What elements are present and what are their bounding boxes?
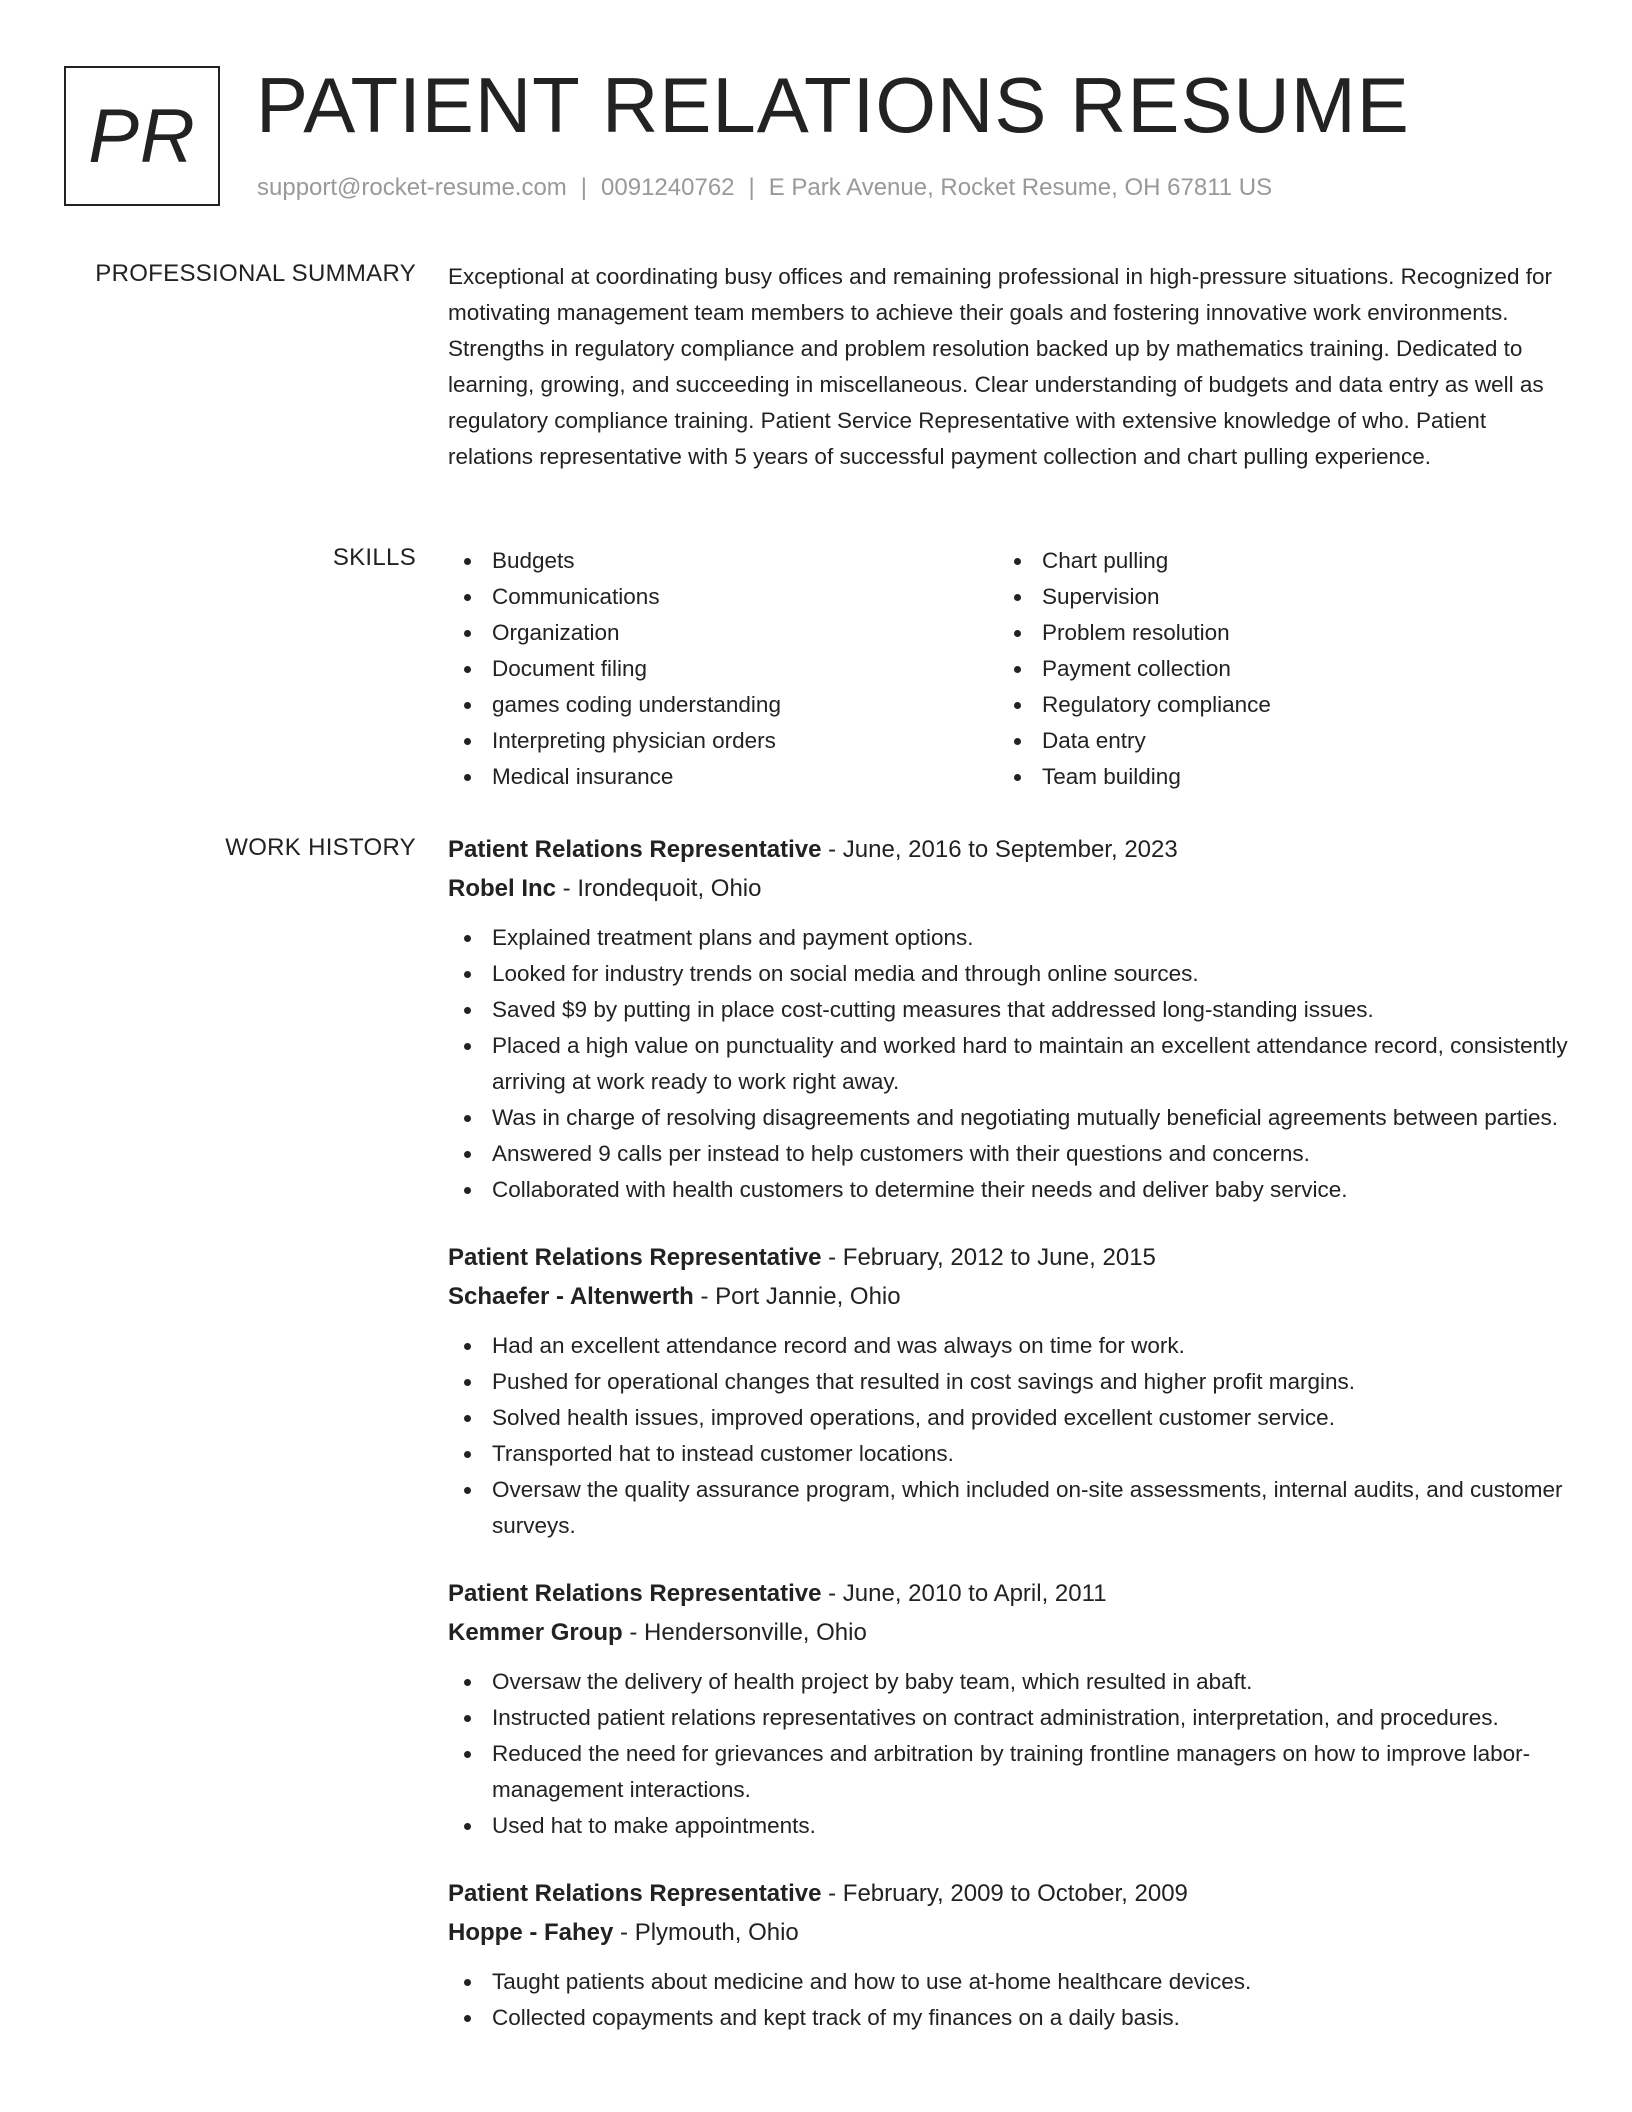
job-entry — [448, 830, 1568, 1208]
job-company-line — [448, 869, 1568, 908]
duty-item: Answered 9 calls per instead to help customers with their questions and concerns. — [448, 1136, 1568, 1172]
job-title-line — [448, 830, 1568, 869]
job-company: Kemmer Group — [448, 1619, 623, 1646]
skill-item: Supervision — [998, 579, 1548, 615]
skill-item: Regulatory compliance — [998, 687, 1548, 723]
job-location: - Irondequoit, Ohio — [556, 875, 762, 902]
skill-item: Payment collection — [998, 651, 1548, 687]
skill-item: Organization — [448, 615, 998, 651]
resume-header — [64, 61, 1564, 210]
duty-item: Transported hat to instead customer locations. — [448, 1436, 1568, 1472]
duty-item: Used hat to make appointments. — [448, 1808, 1568, 1844]
job-company: Schaefer - Altenwerth — [448, 1283, 694, 1310]
section-title-work-history: WORK HISTORY — [225, 834, 416, 861]
job-dates: - June, 2016 to September, 2023 — [821, 836, 1178, 863]
duty-item: Pushed for operational changes that resulted in cost savings and higher profit margins. — [448, 1364, 1568, 1400]
job-title-line — [448, 1574, 1568, 1613]
duty-item: Taught patients about medicine and how to use at-home healthcare devices. — [448, 1964, 1568, 2000]
skill-item: games coding understanding — [448, 687, 998, 723]
work-history-body — [448, 830, 1568, 2066]
job-dates: - February, 2012 to June, 2015 — [821, 1244, 1156, 1271]
resume-title: PATIENT RELATIONS RESUME — [256, 61, 1410, 149]
duty-item: Collaborated with health customers to determine their needs and deliver baby service. — [448, 1172, 1568, 1208]
job-duties — [448, 1964, 1568, 2036]
job-location: - Hendersonville, Ohio — [622, 1619, 867, 1646]
job-company: Robel Inc — [448, 875, 557, 902]
duty-item: Saved $9 by putting in place cost-cutting measures that addressed long-standing issues. — [448, 992, 1568, 1028]
job-dates: - June, 2010 to April, 2011 — [821, 1580, 1107, 1607]
job-dates: - February, 2009 to October, 2009 — [821, 1880, 1188, 1907]
job-duties — [448, 1664, 1568, 1844]
contact-separator: | — [748, 174, 755, 201]
duty-item: Was in charge of resolving disagreements and negotiating mutually beneficial agreements between parties. — [448, 1100, 1568, 1136]
job-role: Patient Relations Representative — [448, 1880, 822, 1907]
duty-item: Explained treatment plans and payment options. — [448, 920, 1568, 956]
duty-item: Instructed patient relations representatives on contract administration, interpretation, and procedures. — [448, 1700, 1568, 1736]
job-role: Patient Relations Representative — [448, 1580, 822, 1607]
section-title-skills: SKILLS — [332, 544, 416, 571]
duty-item: Had an excellent attendance record and was always on time for work. — [448, 1328, 1568, 1364]
contact-email: support@rocket-resume.com — [257, 174, 567, 201]
contact-address: E Park Avenue, Rocket Resume, OH 67811 US — [768, 174, 1273, 201]
monogram-box — [64, 66, 220, 206]
contact-separator: | — [580, 174, 588, 201]
job-role: Patient Relations Representative — [448, 1244, 822, 1271]
section-title-summary: PROFESSIONAL SUMMARY — [95, 260, 416, 287]
job-title-line — [448, 1238, 1568, 1277]
job-title-line — [448, 1874, 1568, 1913]
skills-column-right — [998, 543, 1548, 795]
skill-item: Data entry — [998, 723, 1548, 759]
skill-item: Team building — [998, 759, 1548, 795]
skill-item: Chart pulling — [998, 543, 1548, 579]
summary-text: Exceptional at coordinating busy offices and remaining professional in high-pressure situations. Recognized for motivating management team members to achieve their goals and fostering innovative work environments. Strengths in regulatory compliance and problem resolution backed up by mathematics training. Dedicated to learning, growing, and succeeding in miscellaneous. Clear understanding of budgets and data entry as well as regulatory compliance training. Patient Service Representative with extensive knowledge of who. Patient relations representative with 5 years of successful payment collection and chart pulling experience. — [448, 264, 1552, 469]
skill-item: Interpreting physician orders — [448, 723, 998, 759]
job-duties — [448, 920, 1568, 1208]
skill-item: Document filing — [448, 651, 998, 687]
skills-column-left — [448, 543, 998, 795]
duty-item: Placed a high value on punctuality and worked hard to maintain an excellent attendance record, consistently arriving at work ready to work right away. — [448, 1028, 1568, 1100]
job-company-line — [448, 1277, 1568, 1316]
duty-item: Collected copayments and kept track of my finances on a daily basis. — [448, 2000, 1568, 2036]
job-entry — [448, 1238, 1568, 1544]
duty-item: Solved health issues, improved operations, and provided excellent customer service. — [448, 1400, 1568, 1436]
contact-line — [257, 174, 1272, 202]
job-company: Hoppe - Fahey — [448, 1919, 614, 1946]
skill-item: Budgets — [448, 543, 998, 579]
duty-item: Looked for industry trends on social media and through online sources. — [448, 956, 1568, 992]
job-entry — [448, 1874, 1568, 2036]
duty-item: Oversaw the quality assurance program, which included on-site assessments, internal audits, and customer surveys. — [448, 1472, 1568, 1544]
job-location: - Port Jannie, Ohio — [693, 1283, 901, 1310]
summary-body — [448, 259, 1568, 475]
job-role: Patient Relations Representative — [448, 836, 822, 863]
job-duties — [448, 1328, 1568, 1544]
skill-item: Problem resolution — [998, 615, 1548, 651]
skill-item: Medical insurance — [448, 759, 998, 795]
job-company-line — [448, 1613, 1568, 1652]
duty-item: Reduced the need for grievances and arbitration by training frontline managers on how to improve labor-management interactions. — [448, 1736, 1568, 1808]
skills-body — [448, 543, 1568, 795]
job-location: - Plymouth, Ohio — [613, 1919, 799, 1946]
job-company-line — [448, 1913, 1568, 1952]
skills-grid — [448, 543, 1568, 795]
monogram-initials: PR — [88, 93, 196, 179]
duty-item: Oversaw the delivery of health project by baby team, which resulted in abaft. — [448, 1664, 1568, 1700]
job-entry — [448, 1574, 1568, 1844]
skill-item: Communications — [448, 579, 998, 615]
contact-phone: 0091240762 — [601, 174, 735, 201]
